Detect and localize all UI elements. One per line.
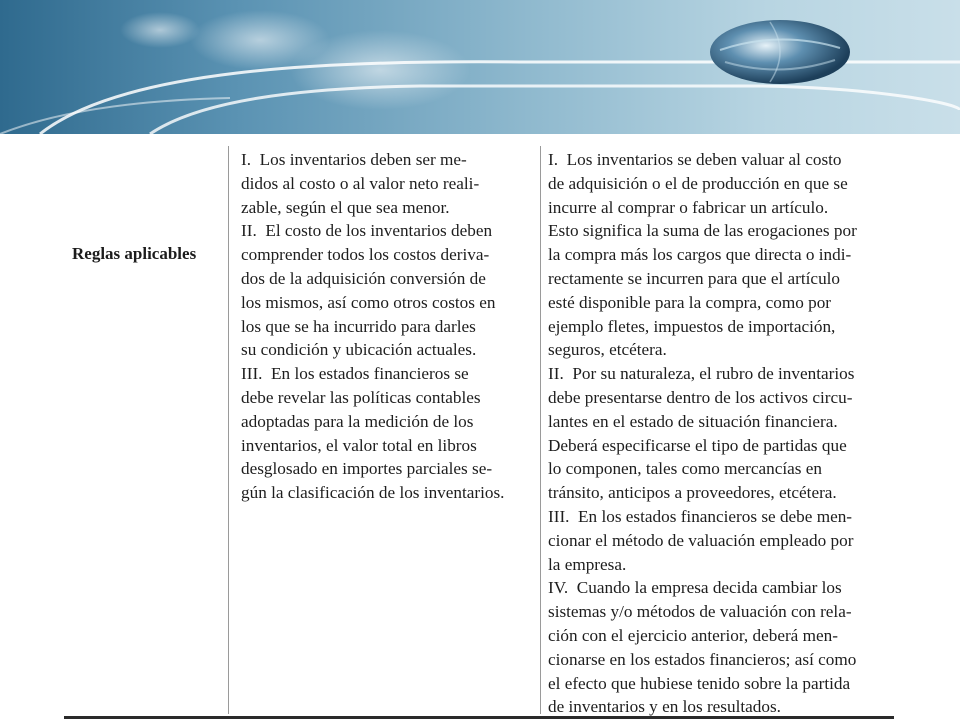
text-line: incurre al comprar o fabricar un artículo. <box>548 197 829 217</box>
row-label: Reglas aplicables <box>72 244 197 263</box>
text-line: cionar el método de valuación empleado por <box>548 530 854 550</box>
text-line: sistemas y/o métodos de valuación con rela- <box>548 602 852 622</box>
text-line: esté disponible para la compra, como por <box>548 292 832 312</box>
text-line: didos al costo o al valor neto reali- <box>241 173 480 193</box>
text-line: los mismos, así como otros costos en <box>241 292 496 312</box>
text-line: la compra más los cargos que directa o indi- <box>548 245 852 265</box>
text-line: zable, según el que sea menor. <box>241 197 450 217</box>
text-line: los que se ha incurrido para darles <box>241 316 476 336</box>
text-line: II. Por su naturaleza, el rubro de inventarios <box>548 364 855 384</box>
text-line: lantes en el estado de situación financiera. <box>548 411 838 431</box>
text-line: dos de la adquisición conversión de <box>241 268 486 288</box>
text-line: gún la clasificación de los inventarios. <box>241 483 505 503</box>
text-line: desglosado en importes parciales se- <box>241 459 493 479</box>
bottom-rule <box>64 716 894 719</box>
text-line: lo componen, tales como mercancías en <box>548 459 822 479</box>
column-divider-left <box>228 146 229 714</box>
banner-decoration <box>0 0 960 134</box>
text-line: inventarios, el valor total en libros <box>241 435 477 455</box>
text-line: I. Los inventarios se deben valuar al costo <box>548 150 842 169</box>
text-line: Deberá especificarse el tipo de partidas que <box>548 435 847 455</box>
text-line: de inventarios y en los resultados. <box>548 697 781 717</box>
column-nif-mexicana <box>548 148 857 719</box>
text-line: su condición y ubicación actuales. <box>241 340 477 360</box>
text-line: Esto significa la suma de las erogaciones por <box>548 221 857 241</box>
table-area <box>0 134 960 720</box>
text-line: ción con el ejercicio anterior, deberá men- <box>548 625 838 645</box>
text-line: seguros, etcétera. <box>548 340 667 360</box>
text-line: adoptadas para la medición de los <box>241 411 474 431</box>
header-banner <box>0 0 960 134</box>
text-line: III. En los estados financieros se debe men- <box>548 506 853 526</box>
text-line: debe revelar las políticas contables <box>241 387 481 407</box>
text-line: rectamente se incurren para que el artículo <box>548 268 841 288</box>
column-divider-right <box>540 146 541 714</box>
text-line: ejemplo fletes, impuestos de importación, <box>548 316 836 336</box>
text-line: debe presentarse dentro de los activos circu- <box>548 387 853 407</box>
text-line: el efecto que hubiese tenido sobre la partida <box>548 673 851 693</box>
text-line: II. El costo de los inventarios deben <box>241 221 493 241</box>
text-line: de adquisición o el de producción en que se <box>548 173 848 193</box>
text-line: IV. Cuando la empresa decida cambiar los <box>548 578 842 598</box>
column-niif <box>241 148 504 505</box>
text-line: la empresa. <box>548 554 627 574</box>
text-line: III. En los estados financieros se <box>241 364 469 384</box>
text-line: cionarse en los estados financieros; así como <box>548 649 857 669</box>
text-line: tránsito, anticipos a proveedores, etcétera. <box>548 483 837 503</box>
text-line: comprender todos los costos deriva- <box>241 245 490 265</box>
text-line: I. Los inventarios deben ser me- <box>241 150 467 169</box>
